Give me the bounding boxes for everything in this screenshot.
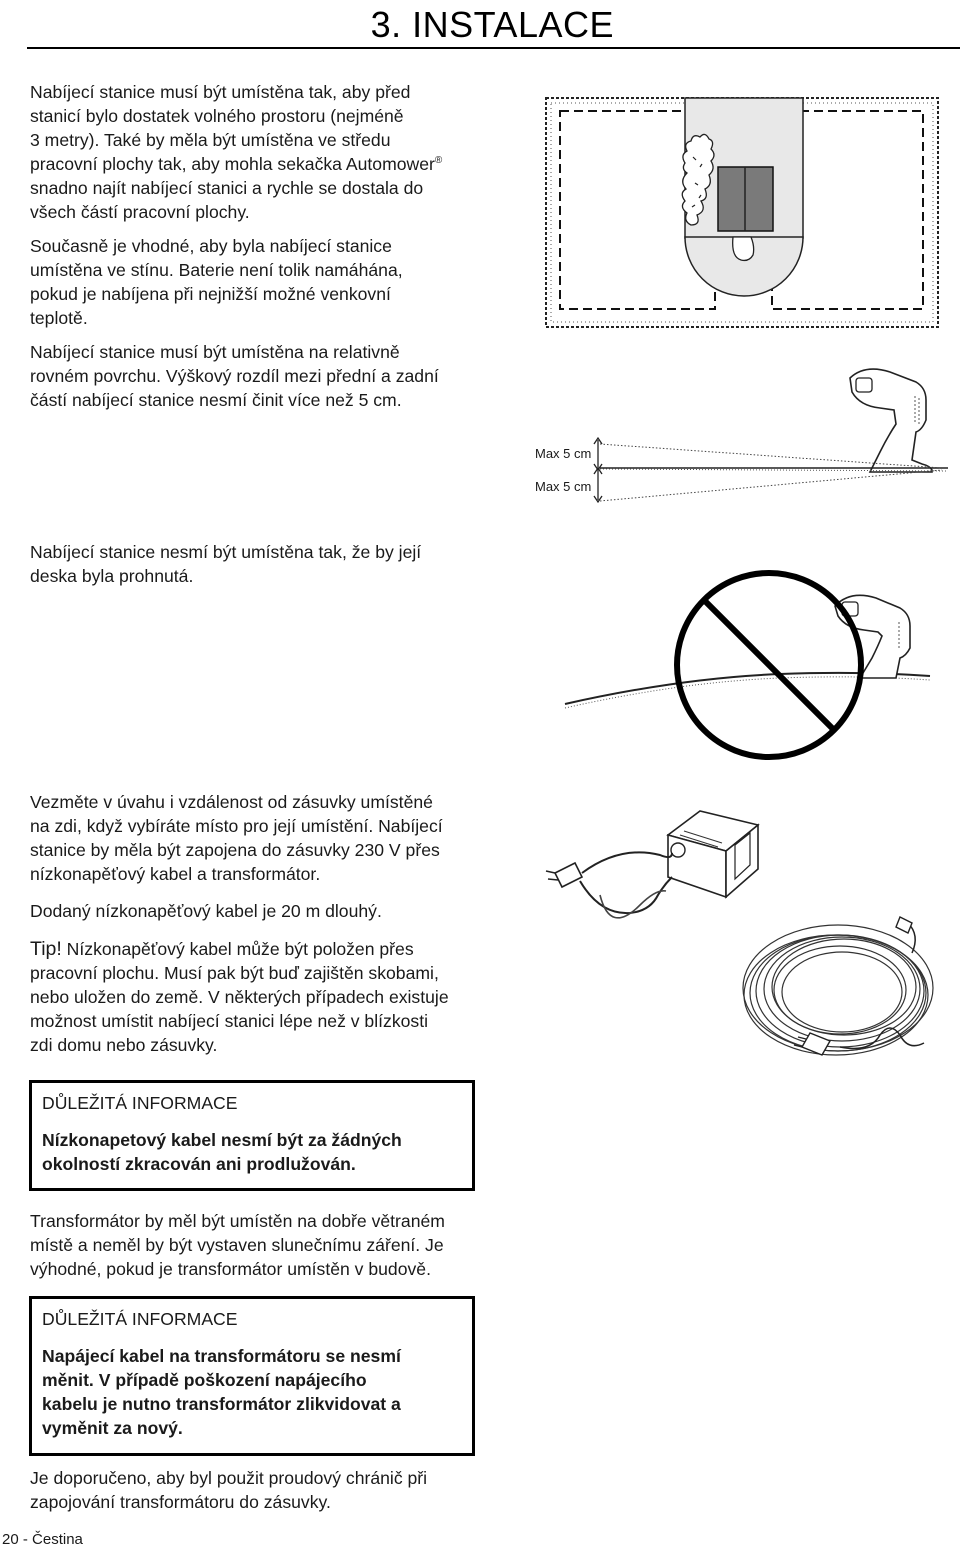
text-line: pracovní plochu. Musí pak být buď zajištěn skobami, — [30, 963, 439, 983]
notice-line: měnit. V případě poškození napájecího — [42, 1370, 367, 1390]
text-span: Nízkonapěťový kabel může být položen přes — [61, 939, 414, 959]
tip-label: Tip! — [30, 938, 62, 960]
text-line: nízkonapěťový kabel a transformátor. — [30, 864, 321, 884]
text-line: zdi domu nebo zásuvky. — [30, 1035, 218, 1055]
text-line: stanice by měla být zapojena do zásuvky 230 V přes — [30, 840, 440, 860]
notice-line: kabelu je nutno transformátor zlikvidovat a — [42, 1394, 401, 1414]
text-line: deska byla prohnutá. — [30, 566, 194, 586]
text-line: 3 metry). Také by měla být umístěna ve středu — [30, 130, 391, 150]
text-line: snadno najít nabíjecí stanici a rychle se dostala do — [30, 178, 424, 198]
paragraph-placement-space — [30, 80, 442, 224]
notice-body — [42, 1128, 462, 1176]
text-line — [30, 937, 449, 961]
bent-plate-prohibited-illustration — [560, 570, 940, 770]
text-line: pokud je nabíjena při nejnižší možné venkovní — [30, 284, 391, 304]
text-line: částí nabíjecí stanice nesmí činit více než 5 cm. — [30, 390, 402, 410]
paragraph-transformer-place — [30, 1209, 445, 1281]
text-span: pracovní plochy tak, aby mohla sekačka Automower — [30, 154, 435, 174]
slope-label-top: Max 5 cm — [535, 446, 592, 461]
notice-title: DŮLEŽITÁ INFORMACE — [42, 1093, 238, 1113]
notice-body — [42, 1344, 462, 1440]
paragraph-tip — [30, 937, 449, 1057]
text-line: Vezměte v úvahu i vzdálenost od zásuvky umístěné — [30, 792, 433, 812]
slope-side-view-illustration — [530, 360, 950, 510]
text-line: nebo uložen do země. V některých případech existuje — [30, 987, 449, 1007]
text-line: teplotě. — [30, 308, 88, 328]
page-title: 3. INSTALACE — [370, 4, 614, 45]
paragraph-rcd — [30, 1466, 427, 1514]
text-line: rovném povrchu. Výškový rozdíl mezi přední a zadní — [30, 366, 439, 386]
paragraph-no-bending — [30, 540, 421, 588]
text-line: Dodaný nízkonapěťový kabel je 20 m dlouhý. — [30, 901, 382, 921]
paragraph-outlet-distance — [30, 790, 443, 886]
header-rule — [27, 47, 960, 49]
important-notice-power-cable — [29, 1296, 475, 1456]
text-line: zapojování transformátoru do zásuvky. — [30, 1492, 331, 1512]
text-line: Nabíjecí stanice musí být umístěna tak, aby před — [30, 82, 411, 102]
text-line: všech částí pracovní plochy. — [30, 202, 250, 222]
text-line: umístěna ve stínu. Baterie není tolik namáhána, — [30, 260, 403, 280]
notice-title: DŮLEŽITÁ INFORMACE — [42, 1309, 238, 1329]
notice-line: Napájecí kabel na transformátoru se nesmí — [42, 1346, 401, 1366]
transformer-cable-illustration — [540, 795, 950, 1065]
text-line: možnost umístit nabíjecí stanici lépe než v blízkosti — [30, 1011, 428, 1031]
important-notice-cable — [29, 1080, 475, 1191]
paragraph-flat-surface — [30, 340, 439, 412]
paragraph-shade — [30, 234, 403, 330]
text-line: Současně je vhodné, aby byla nabíjecí stanice — [30, 236, 392, 256]
text-line: na zdi, když vybíráte místo pro její umístění. Nabíjecí — [30, 816, 443, 836]
text-line: Transformátor by měl být umístěn na dobře větraném — [30, 1211, 445, 1231]
notice-line: Nízkonapetový kabel nesmí být za žádných — [42, 1130, 402, 1150]
text-line: Nabíjecí stanice nesmí být umístěna tak, že by její — [30, 542, 422, 562]
notice-line: okolností zkracován ani prodlužován. — [42, 1154, 356, 1174]
placement-top-view-illustration — [545, 97, 940, 329]
text-line — [30, 152, 442, 176]
paragraph-cable-length — [30, 899, 382, 923]
text-line: místě a neměl by být vystaven slunečnímu záření. Je — [30, 1235, 444, 1255]
text-line: Nabíjecí stanice musí být umístěna na relativně — [30, 342, 400, 362]
text-line: výhodné, pokud je transformátor umístěn v budově. — [30, 1259, 431, 1279]
page-footer: 20 - Čestina — [2, 1531, 83, 1548]
text-line: stanicí bylo dostatek volného prostoru (nejméně — [30, 106, 404, 126]
registered-mark: ® — [434, 155, 443, 167]
notice-line: vyměnit za nový. — [42, 1418, 183, 1438]
text-line: Je doporučeno, aby byl použit proudový chránič při — [30, 1468, 428, 1488]
slope-label-bottom: Max 5 cm — [535, 479, 592, 494]
